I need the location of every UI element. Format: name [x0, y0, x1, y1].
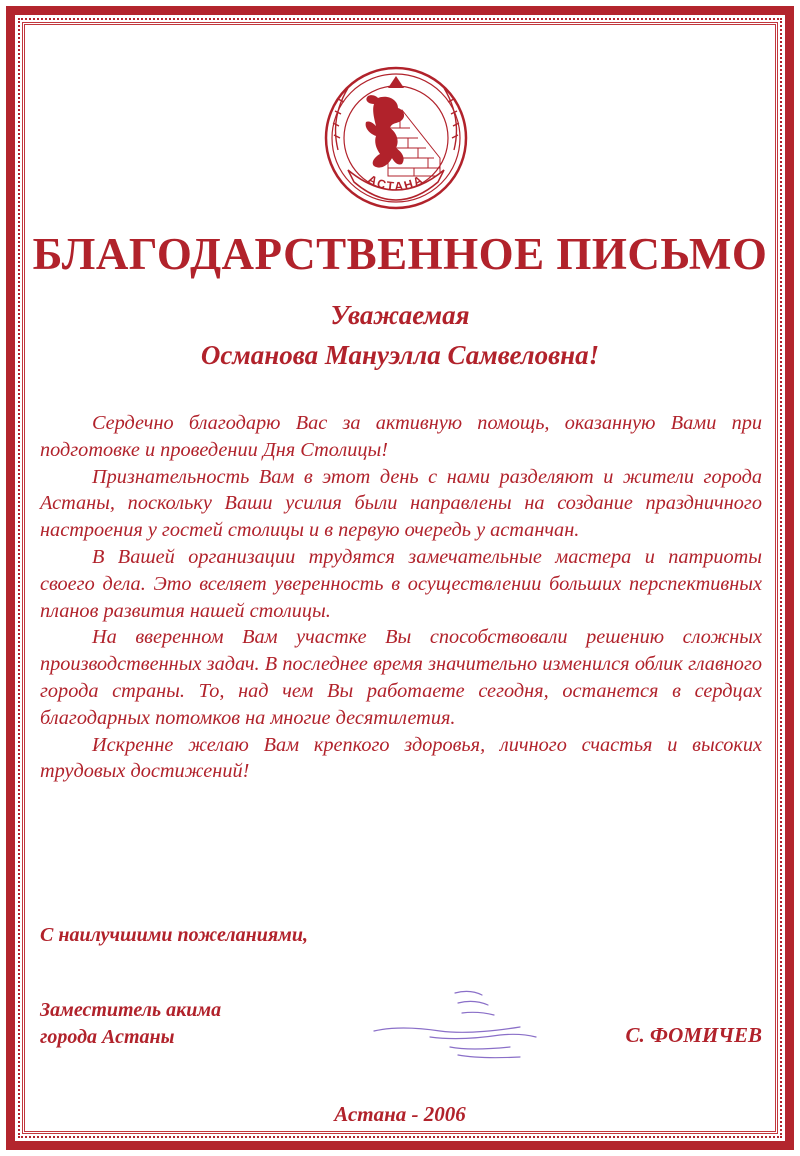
body-paragraph: В Вашей организации трудятся замечательные мастера и патриоты своего дела. Это вселяет уверенность в осуществлении больших перспективных планов развития нашей столицы.	[40, 545, 762, 622]
body-paragraph: Искренне желаю Вам крепкого здоровья, личного счастья и высоких трудовых достижений!	[40, 733, 762, 783]
greeting-salutation: Уважаемая	[330, 300, 470, 330]
letter-body	[40, 410, 762, 785]
document-title: БЛАГОДАРСТВЕННОЕ ПИСЬМО	[32, 229, 768, 279]
body-paragraph: На вверенном Вам участке Вы способствовали решению сложных производственных задач. В последнее время значительно изменился облик главного города страны. То, над чем Вы работаете сегодня, останется в сердцах благодарных потомков на многие десятилетия.	[40, 626, 762, 729]
astana-coat-of-arms-icon	[318, 58, 474, 214]
handwritten-signature	[370, 985, 540, 1065]
signer-position-line: города Астаны	[40, 1026, 175, 1048]
greeting-recipient-name: Османова Мануэлла Самвеловна!	[200, 340, 600, 370]
closing-phrase: С наилучшими пожеланиями,	[40, 924, 308, 946]
signer-name: С. ФОМИЧЕВ	[625, 1023, 762, 1047]
body-paragraph: Признательность Вам в этот день с нами разделяют и жители города Астаны, поскольку Ваши усилия были направлены на создание праздничного настроения у гостей столицы и в первую очередь у астанчан.	[40, 465, 762, 542]
emblem-text: АСТАНА	[365, 171, 427, 194]
body-paragraph: Сердечно благодарю Вас за активную помощь, оказанную Вами при подготовке и проведении Дня Столицы!	[40, 412, 762, 461]
signer-position-line: Заместитель акима	[40, 999, 222, 1021]
signer-position	[40, 997, 221, 1051]
place-and-year: Астана - 2006	[334, 1102, 466, 1126]
